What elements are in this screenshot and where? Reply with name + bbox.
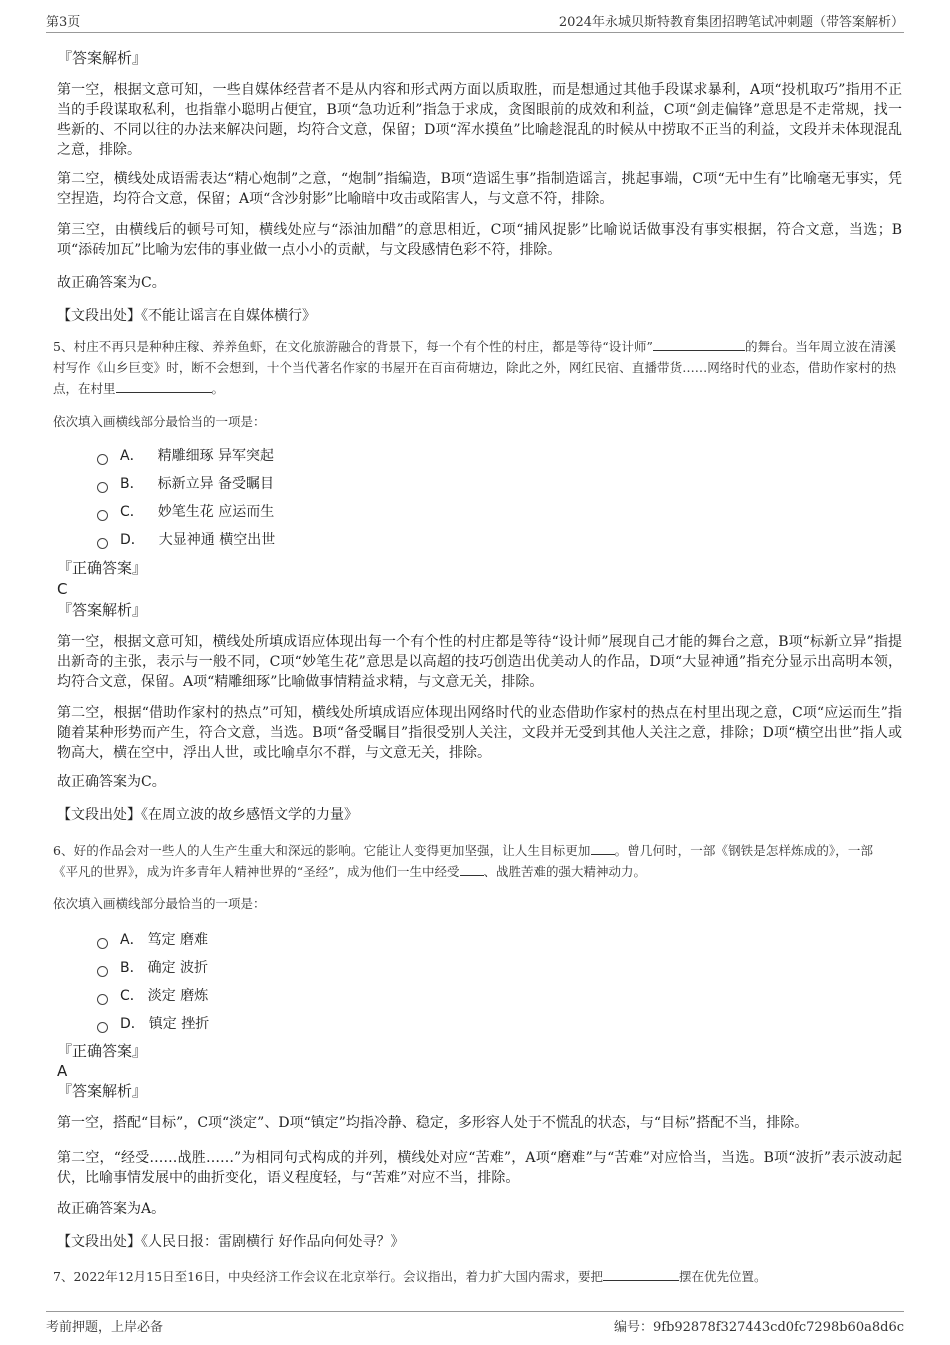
q5-analysis-p2: 第二空，根据“借助作家村的热点”可知，横线处所填成语应体现出网络时代的业态借助作家村的热点在村里出现之意，C项“应运而生”指随着某种形势而产生，符合文意，当选。B项“备受瞩目”指很受别人关注，文段并无受到其他人关注之意，排除；D项“横空出世”指人或物高大，横在空中，浮出人世，或比喻卓尔不群，与文意无关，排除。 <box>57 705 902 761</box>
q6-option-d-letter: D． <box>120 1016 145 1032</box>
q6-blank-2 <box>460 863 484 876</box>
footer-slogan: 考前押题，上岸必备 <box>46 1320 164 1335</box>
q6-option-a-letter: A． <box>120 932 144 948</box>
q7-text-part-b: 摆在优先位置。 <box>678 1269 767 1284</box>
q6-source <box>57 1232 902 1252</box>
radio-icon[interactable] <box>97 1022 108 1033</box>
q4-source-title: 《不能让谣言在自媒体横行》 <box>141 308 316 324</box>
q5-option-c-letter: C． <box>120 504 144 520</box>
document-title: 2024年永城贝斯特教育集团招聘笔试冲刺题（带答案解析） <box>558 15 904 30</box>
q5-source-label: 【文段出处】 <box>57 807 141 823</box>
q5-option-d[interactable] <box>97 530 275 550</box>
q5-text-part-a: 5、村庄不再只是种种庄稼、养养鱼虾，在文化旅游融合的背景下，每一个有个性的村庄，都是等待“设计师” <box>53 339 653 354</box>
q6-option-d-text: 镇定 挫折 <box>148 1016 210 1032</box>
q5-option-c-text: 妙笔生花 应运而生 <box>157 504 275 520</box>
q5-analysis-p1: 第一空，根据文意可知，横线处所填成语应体现出每一个有个性的村庄都是等待“设计师”展现自己才能的舞台之意，B项“标新立异”指提出新奇的主张，表示与一般不同，C项“妙笔生花”意思是以高超的技巧创造出优美动人的作品，D项“大显神通”指充分显示出高明本领，均符合文意，保留。A项“精雕细琢”比喻做事情精益求精，与文意无关，排除。 <box>57 634 902 690</box>
q6-answer-label: 『正确答案』 <box>57 1042 148 1060</box>
q5-option-b[interactable] <box>97 474 274 494</box>
q6-text-part-c: 、战胜苦难的强大精神动力。 <box>483 864 647 879</box>
q7-text-part-a: 7、2022年12月15日至16日，中央经济工作会议在北京举行。会议指出，着力扩大国内需求，要把 <box>53 1269 603 1284</box>
q5-option-a-letter: A． <box>120 448 144 464</box>
q5-analysis-label: 『答案解析』 <box>57 601 148 619</box>
q5-answer-label: 『正确答案』 <box>57 559 148 577</box>
q4-analysis-p3: 第三空，由横线后的顿号可知，横线处应与“添油加醋”的意思相近，C项“捕风捉影”比喻说话做事没有事实根据，符合文意，当选；B项“添砖加瓦”比喻为宏伟的事业做一点小小的贡献，与文段感情色彩不符，排除。 <box>57 222 902 258</box>
q5-blank-1 <box>653 338 745 351</box>
q6-source-title: 《人民日报：雷剧横行 好作品向何处寻？》 <box>141 1234 405 1250</box>
q4-analysis-p2: 第二空，横线处成语需表达“精心炮制”之意，“炮制”指编造，B项“造谣生事”指制造谣言，挑起事端，C项“无中生有”比喻毫无事实，凭空捏造，均符合文意，保留；A项“含沙射影”比喻暗中攻击或陷害人，与文意不符，排除。 <box>57 171 902 207</box>
radio-icon[interactable] <box>97 454 108 465</box>
q4-conclusion: 故正确答案为C。 <box>57 275 166 291</box>
q6-text-part-b: 。曾几何时，一部《钢铁是怎样炼成的》，一部《平凡的世界》，成为许多青年人精神世界的“圣经”，成为他们一生中经受 <box>53 843 873 879</box>
radio-icon[interactable] <box>97 482 108 493</box>
q6-option-d[interactable] <box>97 1014 209 1034</box>
q5-option-d-text: 大显神通 横空出世 <box>158 532 276 548</box>
q5-option-a-text: 精雕细琢 异军突起 <box>157 448 275 464</box>
radio-icon[interactable] <box>97 538 108 549</box>
q7-blank-1 <box>603 1268 679 1281</box>
document-id: 编号：9fb92878f327443cd0fc7298b60a8d6c <box>613 1320 904 1335</box>
q5-conclusion: 故正确答案为C。 <box>57 774 166 790</box>
q4-source-label: 【文段出处】 <box>57 308 141 324</box>
q6-analysis-p2: 第二空，“经受……战胜……”为相同句式构成的并列，横线处对应“苦难”，A项“磨难”与“苦难”对应恰当，当选。B项“波折”表示波动起伏，比喻事情发展中的曲折变化，语义程度轻，与“苦难”对应不当，排除。 <box>57 1150 902 1186</box>
q7-question-text <box>53 1266 898 1287</box>
radio-icon[interactable] <box>97 938 108 949</box>
q5-option-a[interactable] <box>97 446 274 466</box>
radio-icon[interactable] <box>97 994 108 1005</box>
q5-prompt: 依次填入画横线部分最恰当的一项是： <box>53 414 266 429</box>
q6-source-label: 【文段出处】 <box>57 1234 141 1250</box>
q6-option-a-text: 笃定 磨难 <box>147 932 209 948</box>
q5-option-b-letter: B． <box>120 476 144 492</box>
q6-question-text <box>53 840 873 882</box>
q6-option-b-letter: B． <box>120 960 144 976</box>
q5-source <box>57 805 902 825</box>
radio-icon[interactable] <box>97 966 108 977</box>
q5-text-part-b: 的舞台。当年周立波在清溪村写作《山乡巨变》时，断不会想到，十个当代著名作家的书屋开在百亩荷塘边，除此之外，网红民宿、直播带货……网络时代的业态，借助作家村的热点，在村里 <box>53 339 896 396</box>
q6-answer: A <box>57 1062 68 1080</box>
page-header <box>46 8 904 33</box>
q6-option-b-text: 确定 波折 <box>147 960 209 976</box>
q5-option-d-letter: D． <box>120 532 145 548</box>
q6-text-part-a: 6、好的作品会对一些人的人生产生重大和深远的影响。它能让人变得更加坚强，让人生目标更加 <box>53 843 591 858</box>
page-footer <box>46 1311 904 1334</box>
q6-option-b[interactable] <box>97 958 208 978</box>
q5-source-title: 《在周立波的故乡感悟文学的力量》 <box>141 807 358 823</box>
q6-option-c[interactable] <box>97 986 208 1006</box>
q6-analysis-label: 『答案解析』 <box>57 1082 148 1100</box>
q6-conclusion: 故正确答案为A。 <box>57 1201 166 1217</box>
q4-analysis-label: 『答案解析』 <box>57 49 148 67</box>
q6-option-c-text: 淡定 磨炼 <box>147 988 209 1004</box>
q5-question-text <box>53 336 896 399</box>
q6-option-c-letter: C． <box>120 988 144 1004</box>
radio-icon[interactable] <box>97 510 108 521</box>
q5-blank-2 <box>116 380 212 393</box>
q5-answer: C <box>57 580 68 598</box>
q6-blank-1 <box>591 842 615 855</box>
q4-source <box>57 306 902 326</box>
q6-analysis-p1: 第一空，搭配“目标”，C项“淡定”、D项“镇定”均指冷静、稳定，多形容人处于不慌乱的状态，与“目标”搭配不当，排除。 <box>57 1115 809 1131</box>
q5-option-c[interactable] <box>97 502 274 522</box>
page-number: 第3页 <box>46 15 81 30</box>
q6-option-a[interactable] <box>97 930 208 950</box>
q5-text-part-c: 。 <box>211 381 225 396</box>
q6-prompt: 依次填入画横线部分最恰当的一项是： <box>53 896 266 911</box>
q4-analysis-p1: 第一空，根据文意可知，一些自媒体经营者不是从内容和形式两方面以质取胜，而是想通过其他手段谋求暴利，A项“投机取巧”指用不正当的手段谋取私利，也指靠小聪明占便宜，B项“急功近利”指急于求成，贪图眼前的成效和利益，C项“剑走偏锋”意思是不走常规，找一些新的、不同以往的办法来解决问题，均符合文意，保留；D项“浑水摸鱼”比喻趁混乱的时候从中捞取不正当的利益，文段并未体现混乱之意，排除。 <box>57 82 902 158</box>
q5-option-b-text: 标新立异 备受瞩目 <box>157 476 275 492</box>
